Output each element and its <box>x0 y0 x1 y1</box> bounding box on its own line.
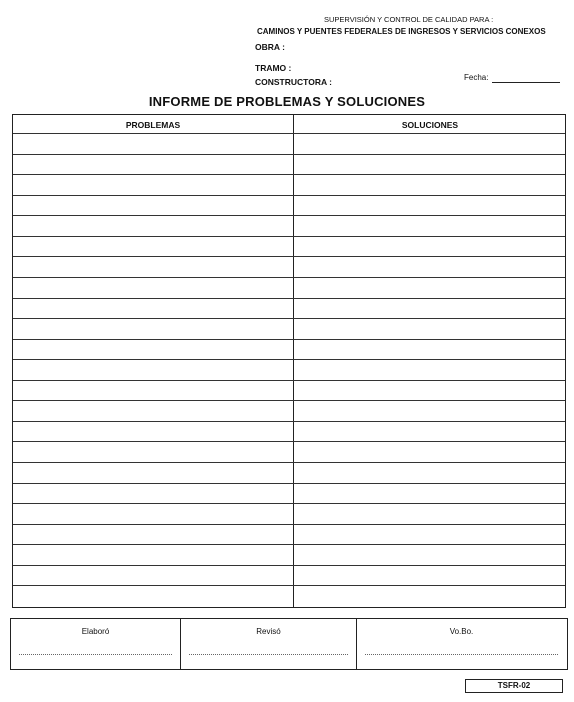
report-title: INFORME DE PROBLEMAS Y SOLUCIONES <box>148 94 426 109</box>
table-row[interactable] <box>13 154 565 155</box>
table-row[interactable] <box>13 195 565 196</box>
table-row[interactable] <box>13 318 565 319</box>
signature-label: Elaboró <box>81 627 110 636</box>
signature-label: Revisó <box>256 627 281 636</box>
signature-cell-vobo[interactable] <box>356 619 566 669</box>
table-row[interactable] <box>13 359 565 360</box>
table-row[interactable] <box>13 565 565 566</box>
table-row[interactable] <box>13 585 565 586</box>
signature-table <box>10 618 568 670</box>
supervision-heading: SUPERVISIÓN Y CONTROL DE CALIDAD PARA : <box>324 15 494 24</box>
signature-cell-elaboro[interactable] <box>11 619 180 669</box>
fecha-field-line[interactable] <box>492 82 560 83</box>
signature-line <box>365 654 558 655</box>
signature-line <box>189 654 348 655</box>
table-row[interactable] <box>13 524 565 525</box>
tramo-label: TRAMO : <box>255 63 292 73</box>
table-row[interactable] <box>13 421 565 422</box>
signature-line <box>19 654 172 655</box>
table-row[interactable] <box>13 339 565 340</box>
problems-solutions-table <box>12 114 566 608</box>
column-header-problemas: PROBLEMAS <box>125 120 181 130</box>
fecha-label: Fecha: <box>464 73 489 82</box>
table-row[interactable] <box>13 133 565 134</box>
table-row[interactable] <box>13 503 565 504</box>
table-row[interactable] <box>13 277 565 278</box>
table-row[interactable] <box>13 441 565 442</box>
column-header-soluciones: SOLUCIONES <box>401 120 459 130</box>
table-row[interactable] <box>13 400 565 401</box>
table-row[interactable] <box>13 256 565 257</box>
table-row[interactable] <box>13 544 565 545</box>
signature-cell-reviso[interactable] <box>180 619 356 669</box>
table-row[interactable] <box>13 380 565 381</box>
column-divider <box>293 115 294 607</box>
table-row[interactable] <box>13 174 565 175</box>
signature-label: Vo.Bo. <box>449 627 474 636</box>
table-row[interactable] <box>13 298 565 299</box>
form-code: TSFR-02 <box>465 679 563 693</box>
table-row[interactable] <box>13 462 565 463</box>
obra-label: OBRA : <box>255 42 285 52</box>
constructora-label: CONSTRUCTORA : <box>255 77 332 87</box>
table-row[interactable] <box>13 236 565 237</box>
table-row[interactable] <box>13 483 565 484</box>
table-row[interactable] <box>13 215 565 216</box>
program-heading: CAMINOS Y PUENTES FEDERALES DE INGRESOS Y SERVICIOS CONEXOS <box>257 27 546 36</box>
